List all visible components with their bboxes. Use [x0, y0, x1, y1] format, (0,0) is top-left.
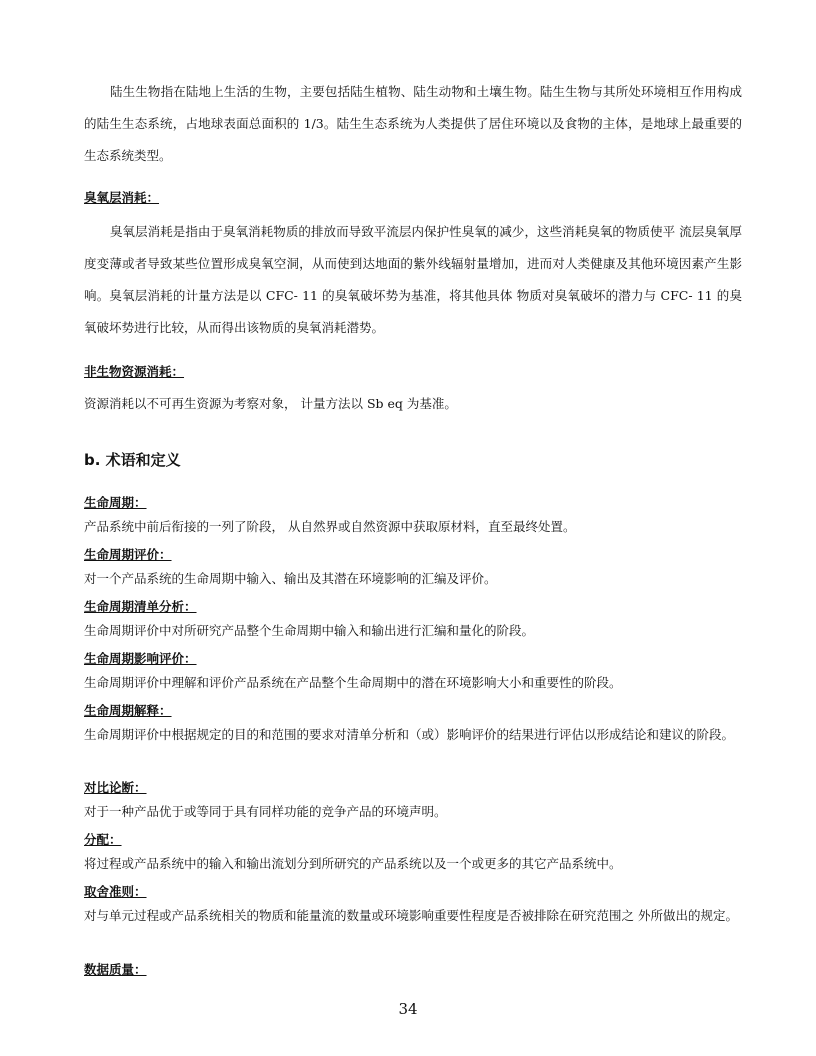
- term-heading: 生命周期解释：: [84, 703, 172, 718]
- term-definition: 对与单元过程或产品系统相关的物质和能量流的数量或环境影响重要性程度是否被排除在研究范围之 外所做出的规定。: [84, 908, 738, 923]
- abiotic-paragraph: 资源消耗以不可再生资源为考察对象， 计量方法以 Sb eq 为基准。: [84, 396, 457, 411]
- ozone-paragraph: 臭氧层消耗是指由于臭氧消耗物质的排放而导致平流层内保护性臭氧的减少，这些消耗臭氧的物质使平 流层臭氧厚度变薄或者导致某些位置形成臭氧空洞，从而使到达地面的紫外线辐射量增加，进而对人类健康及其他环境因素产生影响。臭氧层消耗的计量方法是以 CFC- 11 的臭氧破坏势为基准，将其他具体 物质对臭氧破坏的潜力与 CFC- 11 的臭氧破坏势进行比较，从而得出该物质的臭氧消耗潜势。: [84, 224, 742, 335]
- term-definition: 对一个产品系统的生命周期中输入、输出及其潜在环境影响的汇编及评价。: [84, 571, 497, 586]
- intro-paragraph: 陆生生物指在陆地上生活的生物，主要包括陆生植物、陆生动物和土壤生物。陆生生物与其所处环境相互作用构成的陆生生态系统，占地球表面总面积的 1/3。陆生生态系统为人类提供了居住环境以及食物的主体，是地球上最重要的生态系统类型。: [84, 84, 742, 163]
- term-definition: 对于一种产品优于或等同于具有同样功能的竞争产品的环境声明。: [84, 804, 447, 819]
- term-heading: 生命周期影响评价：: [84, 651, 197, 666]
- term-definition: 生命周期评价中根据规定的目的和范围的要求对清单分析和（或）影响评价的结果进行评估以形成结论和建议的阶段。: [84, 727, 735, 742]
- term-heading: 生命周期清单分析：: [84, 599, 197, 614]
- abiotic-heading: 非生物资源消耗：: [84, 364, 185, 379]
- term-heading: 数据质量：: [84, 962, 147, 977]
- term-definition: 生命周期评价中对所研究产品整个生命周期中输入和输出进行汇编和量化的阶段。: [84, 623, 535, 638]
- term-heading: 对比论断：: [84, 780, 147, 795]
- term-definition: 产品系统中前后衔接的一列了阶段， 从自然界或自然资源中获取原材料，直至最终处置。: [84, 519, 576, 534]
- term-heading: 分配：: [84, 832, 122, 847]
- term-heading: 生命周期评价：: [84, 547, 172, 562]
- term-definition: 生命周期评价中理解和评价产品系统在产品整个生命周期中的潜在环境影响大小和重要性的阶段。: [84, 675, 622, 690]
- term-heading: 生命周期：: [84, 495, 147, 510]
- page-number: 34: [398, 1000, 418, 1018]
- section-b-title: b. 术语和定义: [84, 451, 181, 469]
- ozone-heading: 臭氧层消耗：: [84, 190, 160, 205]
- term-definition: 将过程或产品系统中的输入和输出流划分到所研究的产品系统以及一个或更多的其它产品系统中。: [84, 856, 622, 871]
- term-heading: 取舍准则：: [84, 884, 147, 899]
